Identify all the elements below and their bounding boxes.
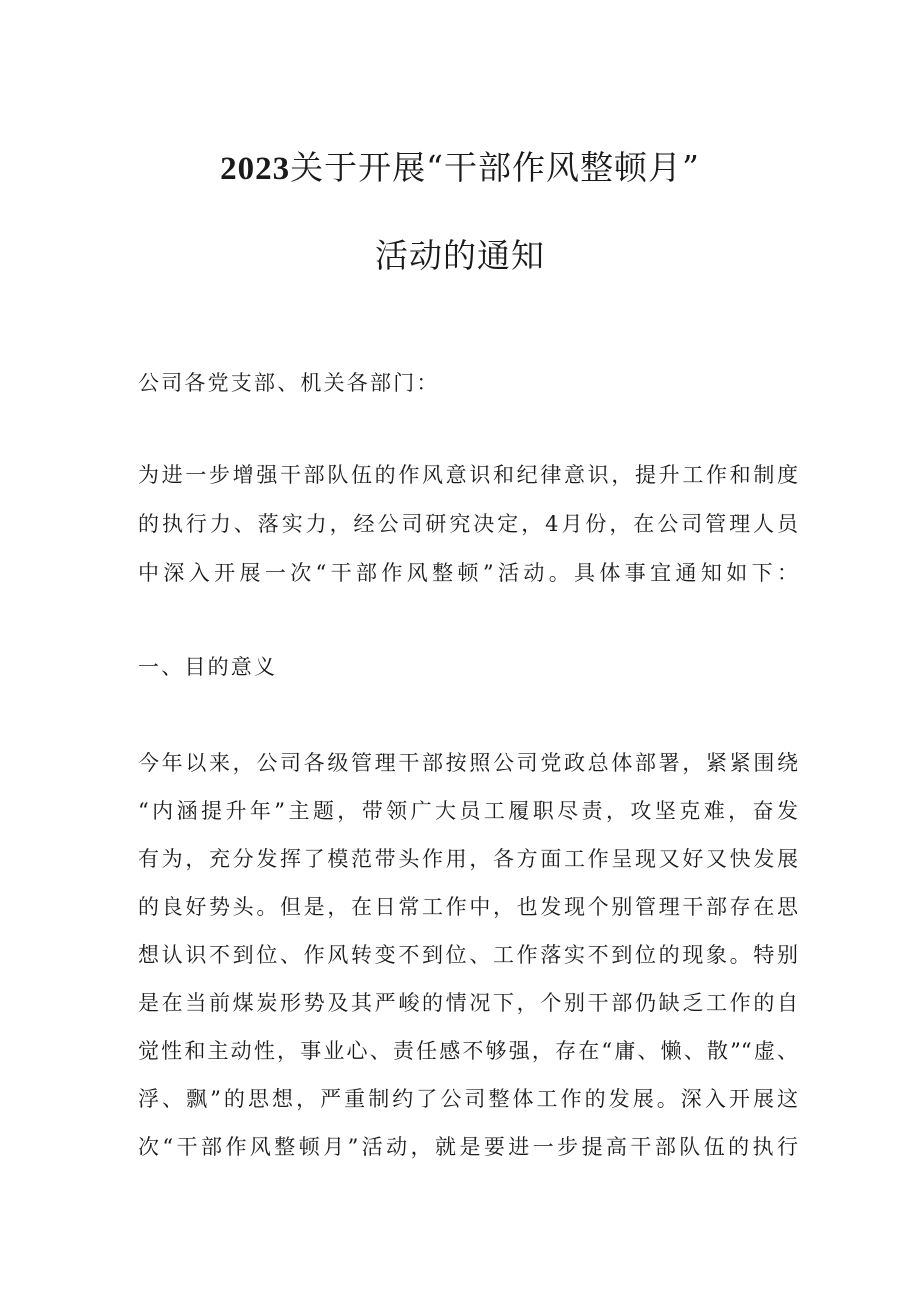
section-1-heading: 一、目的意义 [138, 655, 278, 679]
intro-line: 为进一步增强干部队伍的作风意识和纪律意识，提升工作和制度 [138, 463, 798, 487]
section-1-line: 想认识不到位、作风转变不到位、工作落实不到位的现象。特别 [138, 943, 798, 967]
salutation: 公司各党支部、机关各部门： [138, 371, 440, 395]
section-1-line: 浮、飘”的思想，严重制约了公司整体工作的发展。深入开展这 [138, 1087, 798, 1111]
document-title-line-1 [0, 148, 920, 189]
section-1-line: 是在当前煤炭形势及其严峻的情况下，个别干部仍缺乏工作的自 [138, 991, 798, 1015]
section-1-line: 的良好势头。但是，在日常工作中，也发现个别管理干部存在思 [138, 895, 798, 919]
intro-line: 中深入开展一次“干部作风整顿”活动。具体事宜通知如下： [138, 561, 798, 585]
section-1-line: 有为，充分发挥了模范带头作用，各方面工作呈现又好又快发展 [138, 847, 798, 871]
intro-line: 的执行力、落实力，经公司研究决定，4月份，在公司管理人员 [138, 512, 798, 536]
document-title-line-2: 活动的通知 [375, 236, 545, 275]
title-year: 2023 [220, 151, 291, 187]
section-1-line: 觉性和主动性，事业心、责任感不够强，存在“庸、懒、散”“虚、 [138, 1039, 798, 1063]
title-line-1-text: 关于开展“干部作风整顿月” [290, 148, 700, 187]
section-1-line: 次“干部作风整顿月”活动，就是要进一步提高干部队伍的执行 [138, 1135, 798, 1159]
section-1-line: “内涵提升年”主题，带领广大员工履职尽责，攻坚克难，奋发 [138, 799, 798, 823]
section-1-line: 今年以来，公司各级管理干部按照公司党政总体部署，紧紧围绕 [138, 751, 798, 775]
